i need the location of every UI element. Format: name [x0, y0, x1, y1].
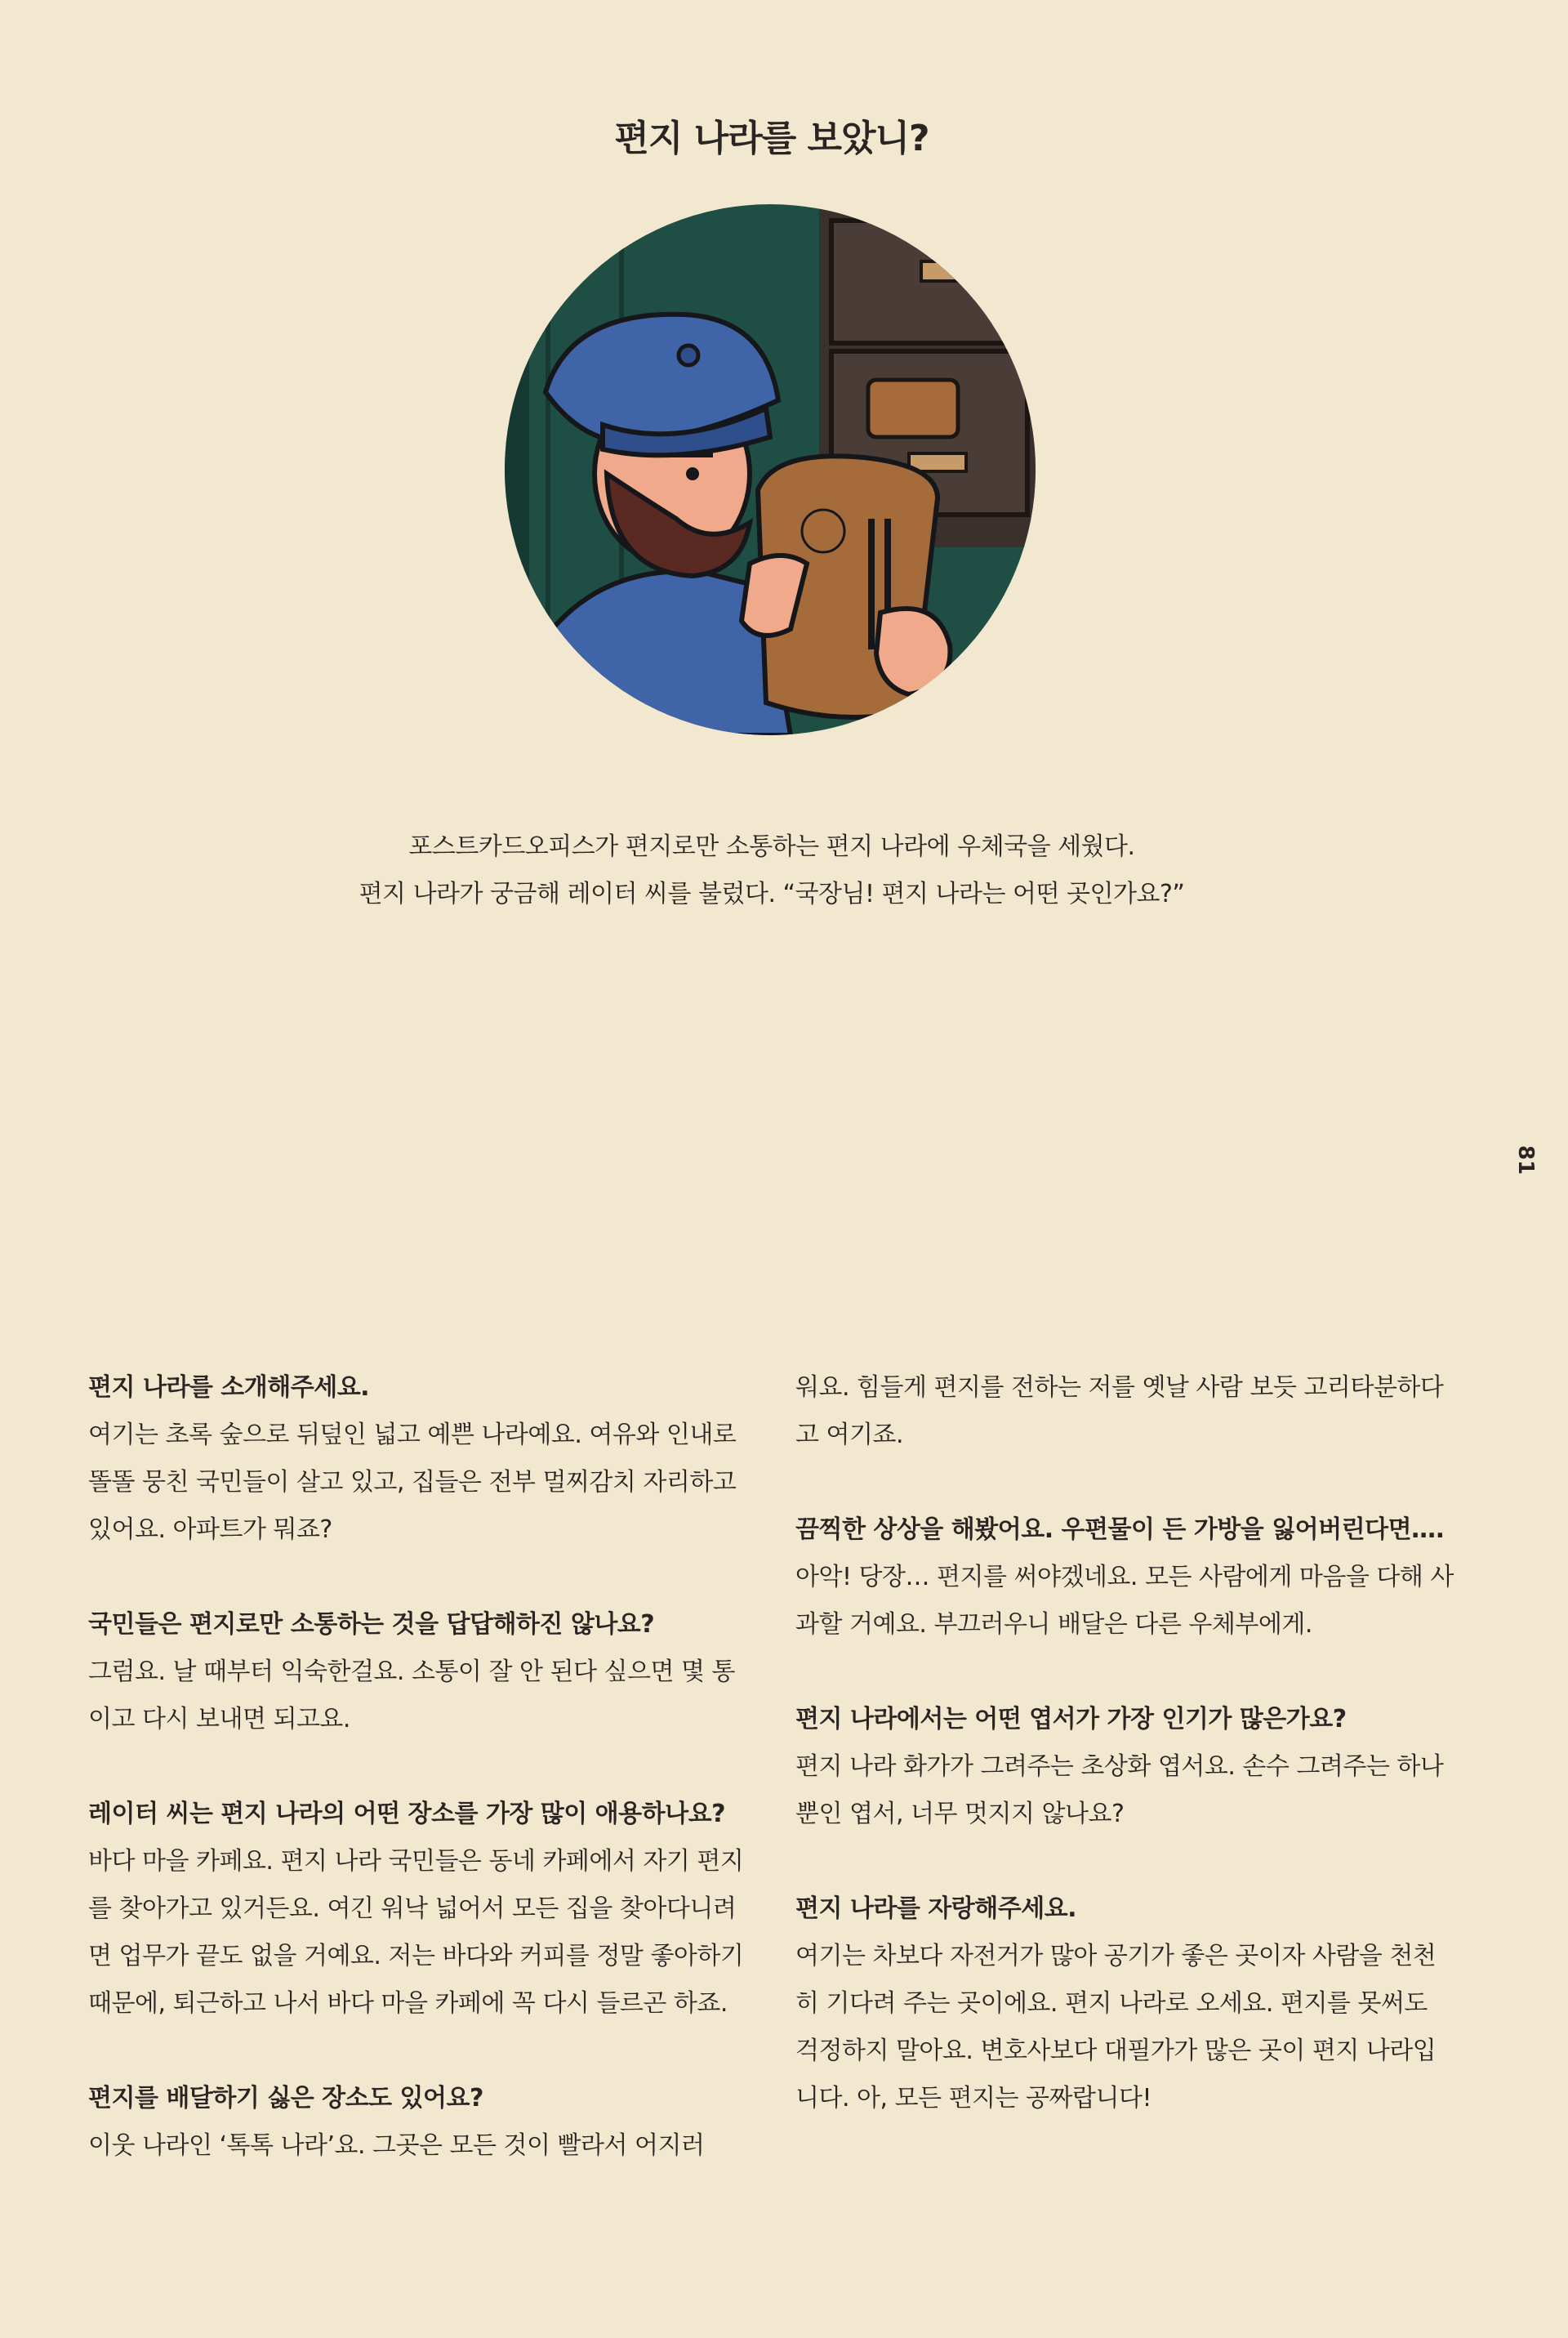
qa-item [88, 1364, 750, 1554]
intro-line: 포스트카드오피스가 편지로만 소통하는 편지 나라에 우체국을 세웠다. [408, 832, 1135, 861]
answer: 바다 마을 카페요. 편지 나라 국민들은 동네 카페에서 자기 편지를 찾아가고 있거든요. 여긴 워낙 넓어서 모든 집을 찾아다니려면 업무가 끝도 없을 거예요. 저는 바다와 커피를 정말 좋아하기 때문에, 퇴근하고 나서 바다 마을 카페에 꼭 다시 들르곤 하죠. [88, 1847, 744, 2018]
qa-item [88, 2075, 750, 2170]
qa-item [88, 1791, 750, 2028]
intro-line: 편지 나라가 궁금해 레이터 씨를 불렀다. “국장님! 편지 나라는 어떤 곳인가요?” [359, 880, 1185, 908]
right-column [795, 1364, 1457, 2170]
question: 끔찍한 상상을 해봤어요. 우편물이 든 가방을 잃어버린다면…. [795, 1515, 1445, 1544]
answer: 아악! 당장… 편지를 써야겠네요. 모든 사람에게 마음을 다해 사과할 거예요. 부끄러우니 배달은 다른 우체부에게. [795, 1563, 1454, 1639]
answer: 여기는 초록 숲으로 뒤덮인 넓고 예쁜 나라예요. 여유와 인내로 똘똘 뭉친 국민들이 살고 있고, 집들은 전부 멀찌감치 자리하고 있어요. 아파트가 뭐죠? [88, 1421, 737, 1544]
postman-illustration [497, 204, 1044, 735]
answer: 워요. 힘들게 편지를 전하는 저를 옛날 사람 보듯 고리타분하다고 여기죠. [795, 1373, 1444, 1449]
intro-text [0, 823, 1544, 918]
qa-item [795, 1364, 1457, 1459]
qa-item [88, 1601, 750, 1743]
page-title: 편지 나라를 보았니? [614, 118, 929, 160]
question: 국민들은 편지로만 소통하는 것을 답답해하진 않나요? [88, 1610, 655, 1639]
answer: 여기는 차보다 자전거가 많아 공기가 좋은 곳이자 사람을 천천히 기다려 주는 곳이에요. 편지 나라로 오세요. 편지를 못써도 걱정하지 말아요. 변호사보다 대필가가 많은 곳이 편지 나라입니다. 아, 모든 편지는 공짜랍니다! [795, 1942, 1437, 2113]
question: 편지를 배달하기 싫은 장소도 있어요? [88, 2084, 483, 2113]
question: 편지 나라를 소개해주세요. [88, 1373, 370, 1402]
answer: 이웃 나라인 ‘톡톡 나라’요. 그곳은 모든 것이 빨라서 어지러 [88, 2131, 705, 2160]
answer: 편지 나라 화가가 그려주는 초상화 엽서요. 손수 그려주는 하나뿐인 엽서, 너무 멋지지 않나요? [795, 1752, 1444, 1828]
left-column [88, 1364, 750, 2217]
postman-illustration-svg [497, 204, 1044, 735]
question: 편지 나라를 자랑해주세요. [795, 1894, 1077, 1923]
qa-item [795, 1885, 1457, 2122]
question: 편지 나라에서는 어떤 엽서가 가장 인기가 많은가요? [795, 1705, 1347, 1733]
answer: 그럼요. 날 때부터 익숙한걸요. 소통이 잘 안 된다 싶으면 몇 통이고 다시 보내면 되고요. [88, 1658, 735, 1733]
question: 레이터 씨는 편지 나라의 어떤 장소를 가장 많이 애용하나요? [88, 1800, 725, 1828]
qa-item [795, 1506, 1457, 1649]
qa-item [795, 1696, 1457, 1838]
page-number: 81 [1513, 1144, 1538, 1176]
